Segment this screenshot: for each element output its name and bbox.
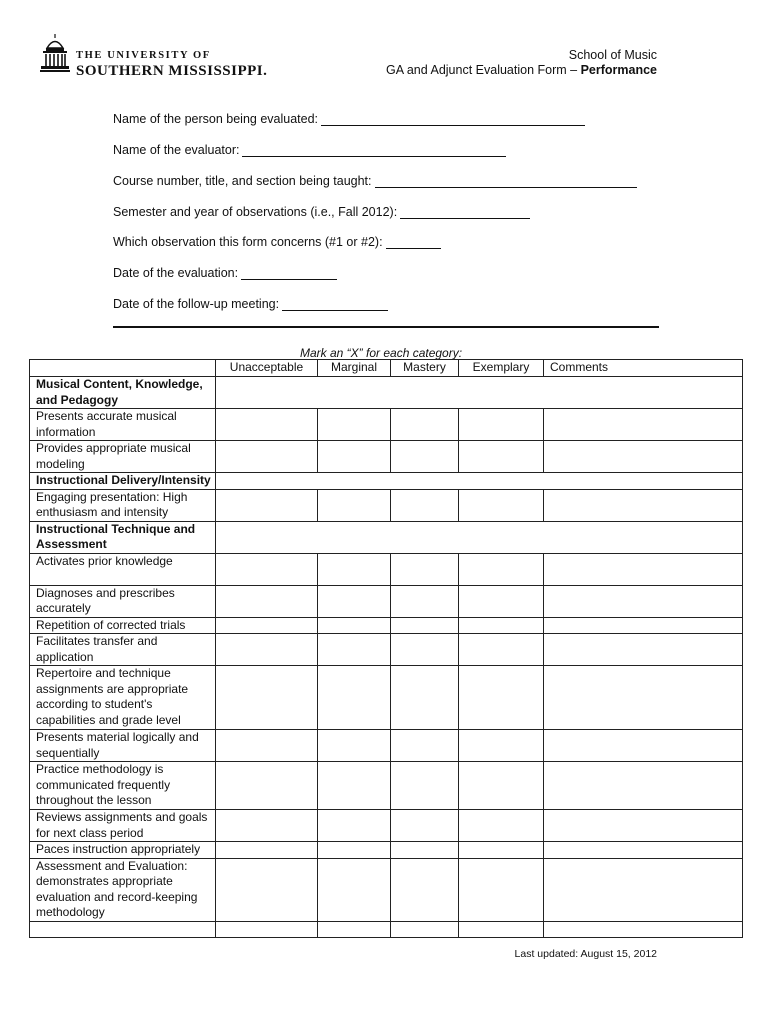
field-evaluator [113,143,506,157]
marginal-cell[interactable] [318,617,391,634]
unacceptable-cell[interactable] [216,553,318,585]
field-course [113,174,637,188]
table-row [30,585,743,617]
exemplary-cell[interactable] [459,730,544,762]
comments-cell[interactable] [544,489,743,521]
mastery-cell[interactable] [391,617,459,634]
exemplary-cell[interactable] [459,553,544,585]
field-followup-date [113,297,388,311]
instructions: Mark an “X” for each category: [300,346,463,360]
marginal-cell[interactable] [318,666,391,730]
exemplary-cell[interactable] [459,858,544,921]
section-heading: Instructional Technique and Assessment [30,521,216,553]
form-title-type: Performance [580,63,657,77]
observation-number-blank[interactable] [386,236,441,249]
table-row [30,553,743,585]
criterion-label: Repertoire and technique assignments are appropriate according to student's capabilities and grade level [30,666,216,730]
field-observation-number [113,235,441,249]
exemplary-cell[interactable] [459,489,544,521]
unacceptable-cell[interactable] [216,810,318,842]
comments-cell[interactable] [544,666,743,730]
table-row [30,441,743,473]
mastery-cell[interactable] [391,730,459,762]
mastery-cell[interactable] [391,634,459,666]
unacceptable-cell[interactable] [216,585,318,617]
exemplary-cell[interactable] [459,842,544,859]
mastery-cell[interactable] [391,762,459,810]
mastery-cell[interactable] [391,810,459,842]
criterion-label: Activates prior knowledge [30,553,216,585]
section-spacer [216,473,743,490]
marginal-cell[interactable] [318,842,391,859]
mastery-cell[interactable] [391,553,459,585]
col-unacceptable: Unacceptable [216,360,318,377]
field-label: Date of the follow-up meeting: [113,297,280,311]
criteria-header [30,360,216,377]
table-row [30,666,743,730]
criterion-label [30,921,216,937]
unacceptable-cell[interactable] [216,921,318,937]
field-label: Semester and year of observations (i.e., Fall 2012): [113,205,398,219]
form-title [386,63,657,77]
criterion-label: Provides appropriate musical modeling [30,441,216,473]
mastery-cell[interactable] [391,921,459,937]
comments-cell[interactable] [544,730,743,762]
table-row [30,762,743,810]
exemplary-cell[interactable] [459,634,544,666]
mastery-cell[interactable] [391,666,459,730]
col-exemplary: Exemplary [459,360,544,377]
marginal-cell[interactable] [318,409,391,441]
course-blank[interactable] [375,175,637,188]
unacceptable-cell[interactable] [216,489,318,521]
criterion-label: Assessment and Evaluation: demonstrates appropriate evaluation and record-keeping methodology [30,858,216,921]
mastery-cell[interactable] [391,842,459,859]
field-semester [113,205,530,219]
table-row [30,634,743,666]
comments-cell[interactable] [544,921,743,937]
marginal-cell[interactable] [318,585,391,617]
evaluation-date-blank[interactable] [241,267,337,280]
exemplary-cell[interactable] [459,409,544,441]
criterion-label: Presents accurate musical information [30,409,216,441]
exemplary-cell[interactable] [459,762,544,810]
comments-cell[interactable] [544,441,743,473]
field-label: Name of the evaluator: [113,143,240,157]
criterion-label: Practice methodology is communicated frequently throughout the lesson [30,762,216,810]
criterion-label: Diagnoses and prescribes accurately [30,585,216,617]
evaluator-blank[interactable] [242,144,506,157]
exemplary-cell[interactable] [459,617,544,634]
exemplary-cell[interactable] [459,585,544,617]
logo-line-1: THE UNIVERSITY OF [76,50,211,61]
comments-cell[interactable] [544,762,743,810]
exemplary-cell[interactable] [459,921,544,937]
followup-date-blank[interactable] [282,298,388,311]
comments-cell[interactable] [544,810,743,842]
marginal-cell[interactable] [318,634,391,666]
section-row [30,473,743,490]
table-row [30,921,743,937]
evaluation-table [29,359,743,938]
field-label: Name of the person being evaluated: [113,112,318,126]
mastery-cell[interactable] [391,441,459,473]
section-row [30,377,743,409]
comments-cell[interactable] [544,553,743,585]
section-heading: Musical Content, Knowledge, and Pedagogy [30,377,216,409]
mastery-cell[interactable] [391,858,459,921]
table-row [30,842,743,859]
table-row [30,730,743,762]
comments-cell[interactable] [544,585,743,617]
unacceptable-cell[interactable] [216,441,318,473]
criterion-label: Facilitates transfer and application [30,634,216,666]
comments-cell[interactable] [544,858,743,921]
col-marginal: Marginal [318,360,391,377]
unacceptable-cell[interactable] [216,409,318,441]
unacceptable-cell[interactable] [216,666,318,730]
comments-cell[interactable] [544,409,743,441]
comments-cell[interactable] [544,617,743,634]
marginal-cell[interactable] [318,810,391,842]
table-row [30,409,743,441]
mastery-cell[interactable] [391,585,459,617]
marginal-cell[interactable] [318,489,391,521]
marginal-cell[interactable] [318,441,391,473]
unacceptable-cell[interactable] [216,762,318,810]
comments-cell[interactable] [544,842,743,859]
marginal-cell[interactable] [318,858,391,921]
logo-line-2: SOUTHERN MISSISSIPPI. [76,63,268,79]
section-spacer [216,377,743,409]
table-row [30,617,743,634]
marginal-cell[interactable] [318,921,391,937]
col-mastery: Mastery [391,360,459,377]
section-row [30,521,743,553]
section-heading: Instructional Delivery/Intensity [30,473,216,490]
marginal-cell[interactable] [318,730,391,762]
semester-blank[interactable] [400,206,530,219]
mastery-cell[interactable] [391,489,459,521]
criterion-label: Reviews assignments and goals for next class period [30,810,216,842]
unacceptable-cell[interactable] [216,730,318,762]
comments-cell[interactable] [544,634,743,666]
person-evaluated-blank[interactable] [321,113,585,126]
exemplary-cell[interactable] [459,666,544,730]
table-row [30,810,743,842]
university-logo [40,32,280,79]
field-label: Date of the evaluation: [113,266,239,280]
form-title-prefix: GA and Adjunct Evaluation Form – [386,63,581,77]
section-divider [113,326,659,328]
mastery-cell[interactable] [391,409,459,441]
criterion-label: Presents material logically and sequentially [30,730,216,762]
exemplary-cell[interactable] [459,441,544,473]
school-name: School of Music [568,48,657,62]
field-label: Which observation this form concerns (#1 or #2): [113,235,383,249]
unacceptable-cell[interactable] [216,634,318,666]
criterion-label: Engaging presentation: High enthusiasm and intensity [30,489,216,521]
marginal-cell[interactable] [318,762,391,810]
table-header-row [30,360,743,377]
unacceptable-cell[interactable] [216,842,318,859]
table-row [30,858,743,921]
dome-building-icon [40,32,70,74]
unacceptable-cell[interactable] [216,617,318,634]
exemplary-cell[interactable] [459,810,544,842]
criterion-label: Paces instruction appropriately [30,842,216,859]
section-spacer [216,521,743,553]
last-updated: Last updated: August 15, 2012 [514,948,657,960]
marginal-cell[interactable] [318,553,391,585]
col-comments: Comments [544,360,743,377]
field-evaluation-date [113,266,337,280]
table-row [30,489,743,521]
criterion-label: Repetition of corrected trials [30,617,216,634]
unacceptable-cell[interactable] [216,858,318,921]
field-person-evaluated [113,112,585,126]
field-label: Course number, title, and section being taught: [113,174,372,188]
